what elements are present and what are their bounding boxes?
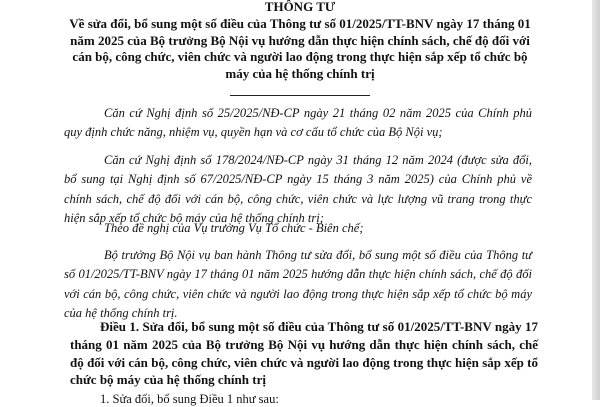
article-1-item-1: 1. Sửa đổi, bổ sung Điều 1 như sau: [100,392,279,406]
issuance-paragraph: Bộ trưởng Bộ Nội vụ ban hành Thông tư sửa đổi, bổ sung một số điều của Thông tư số 01/2025/TT-BNV ngày 17 tháng 01 năm 2025 hướng dẫn thực hiện chính sách, chế độ đối với cán bộ, công chức, viên chức và người lao động trong thực hiện sắp xếp tổ chức bộ máy của hệ thống chính trị. [64,248,532,320]
document-subtitle: Về sửa đổi, bổ sung một số điều của Thông tư số 01/2025/TT-BNV ngày 17 tháng 01 năm 2025 của Bộ trưởng Bộ Nội vụ hướng dẫn thực hiện chính sách, chế độ đối với cán bộ, công chức, viên chức và người lao động trong thực hiện sắp xếp tổ chức bộ máy của hệ thống chính trị [69,16,531,81]
legal-basis-paragraph: Căn cứ Nghị định số 178/2024/NĐ-CP ngày 31 tháng 12 năm 2024 (được sửa đổi, bổ sung tại Nghị định số 67/2025/NĐ-CP ngày 15 tháng 3 năm 2025) của Chính phủ về chính sách, chế độ đối với cán bộ, công chức, viên chức và lực lượng vũ trang trong thực hiện sắp xếp tổ chức bộ máy của hệ thống chính trị; [64,153,532,225]
document-title: THÔNG TƯ [264,0,336,14]
legal-basis-paragraph: Căn cứ Nghị định số 25/2025/NĐ-CP ngày 21 tháng 02 năm 2025 của Chính phủ quy định chức năng, nhiệm vụ, quyền hạn và cơ cấu tổ chức của Bộ Nội vụ; [64,106,532,140]
page-edge-shadow [592,0,600,400]
article-1-heading: Điều 1. Sửa đổi, bổ sung một số điều của Thông tư số 01/2025/TT-BNV ngày 17 tháng 01 năm 2025 của Bộ trưởng Bộ Nội vụ hướng dẫn thực hiện chính sách, chế độ đối với cán bộ, công chức, viên chức và người lao động trong thực hiện sắp xếp tổ chức bộ máy của hệ thống chính trị [70,319,538,388]
title-divider [230,95,370,96]
proposal-paragraph: Theo đề nghị của Vụ trưởng Vụ Tổ chức - Biên chế; [104,221,364,235]
